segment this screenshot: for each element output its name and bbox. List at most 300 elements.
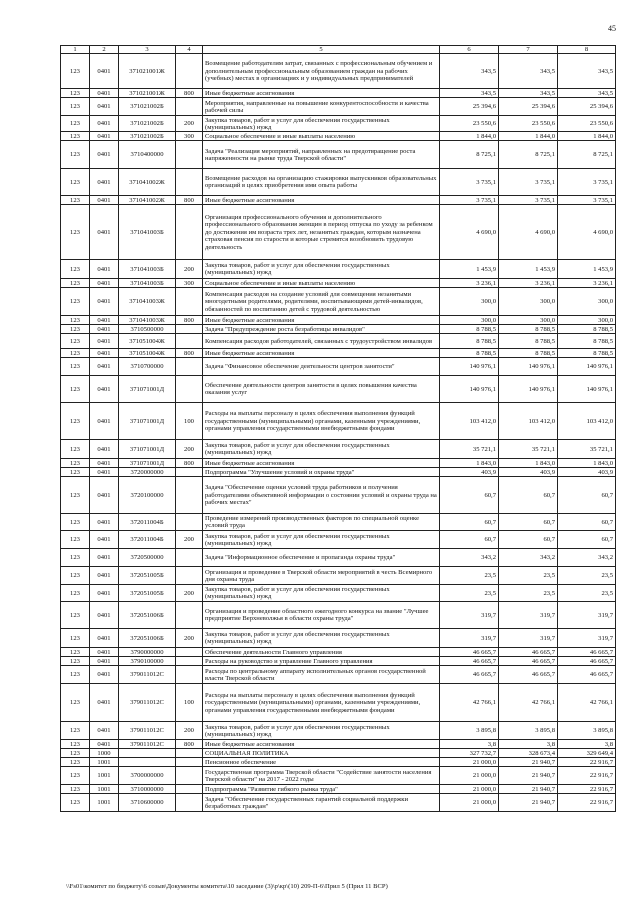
cell-v2: 60,7: [499, 531, 558, 549]
cell-c1: 123: [61, 89, 90, 98]
header-cell: 8: [558, 46, 616, 54]
cell-c3: 371021001Ж: [119, 89, 176, 98]
cell-desc: Закупка товаров, работ и услуг для обеспечения государственных (муниципальных) нужд: [203, 722, 440, 740]
cell-c4: 200: [176, 440, 203, 459]
cell-v3: 3,8: [558, 740, 616, 749]
cell-c3: 371051004Ж: [119, 334, 176, 349]
cell-c2: 0401: [90, 666, 119, 684]
cell-v1: 35 721,1: [440, 440, 499, 459]
cell-c1: 123: [61, 749, 90, 758]
cell-c1: 123: [61, 785, 90, 794]
cell-desc: Закупка товаров, работ и услуг для обеспечения государственных (муниципальных) нужд: [203, 260, 440, 279]
cell-c4: [176, 794, 203, 812]
cell-c4: [176, 288, 203, 316]
table-row: [61, 403, 616, 440]
cell-c1: 123: [61, 585, 90, 602]
cell-v2: 3 735,1: [499, 169, 558, 196]
cell-c3: 379011012С: [119, 666, 176, 684]
cell-c1: 123: [61, 459, 90, 468]
cell-v1: 8 725,1: [440, 141, 499, 169]
cell-desc: Обеспечение деятельности центров занятости в целях повышения качества оказания услуг: [203, 376, 440, 403]
table-row: [61, 89, 616, 98]
cell-c1: 123: [61, 403, 90, 440]
cell-desc: Иные бюджетные ассигнования: [203, 316, 440, 325]
cell-desc: Закупка товаров, работ и услуг для обеспечения государственных (муниципальных) нужд: [203, 629, 440, 648]
cell-c3: 3790000000: [119, 648, 176, 657]
cell-desc: Задача "Реализация мероприятий, направленных на предотвращение роста напряженности на рынке труда Тверской области": [203, 141, 440, 169]
table-row: [61, 740, 616, 749]
cell-c1: 123: [61, 629, 90, 648]
cell-c3: 371041002Ж: [119, 169, 176, 196]
cell-c4: [176, 98, 203, 116]
cell-c4: [176, 358, 203, 376]
cell-c3: 372011004Б: [119, 531, 176, 549]
cell-c3: 371041003Б: [119, 205, 176, 260]
cell-v3: 8 788,5: [558, 325, 616, 334]
cell-c1: 123: [61, 514, 90, 531]
cell-v1: 3 735,1: [440, 169, 499, 196]
cell-c4: 200: [176, 260, 203, 279]
cell-c1: 123: [61, 325, 90, 334]
cell-c1: 123: [61, 602, 90, 629]
cell-v3: 8 725,1: [558, 141, 616, 169]
cell-c1: 123: [61, 334, 90, 349]
cell-v2: 403,9: [499, 468, 558, 477]
cell-v1: 46 665,7: [440, 648, 499, 657]
cell-c4: [176, 477, 203, 514]
cell-v3: 3 895,8: [558, 722, 616, 740]
cell-v3: 23 550,6: [558, 116, 616, 132]
cell-v2: 21 940,7: [499, 767, 558, 785]
cell-c2: 0401: [90, 549, 119, 567]
cell-v1: 403,9: [440, 468, 499, 477]
cell-desc: Возмещение работодателям затрат, связанных с профессиональным обучением и дополнительным профессиональным образованием граждан на рабочих (учебных) местах в организациях и у индивидуальных предпринимателей: [203, 54, 440, 89]
cell-v2: 3,8: [499, 740, 558, 749]
cell-v3: 3 735,1: [558, 196, 616, 205]
cell-c2: 0401: [90, 334, 119, 349]
cell-desc: Иные бюджетные ассигнования: [203, 89, 440, 98]
cell-desc: Социальное обеспечение и иные выплаты населению: [203, 279, 440, 288]
cell-c4: 800: [176, 459, 203, 468]
cell-v2: 42 766,1: [499, 684, 558, 722]
cell-c1: 123: [61, 468, 90, 477]
cell-v3: 403,9: [558, 468, 616, 477]
cell-v2: 8 788,5: [499, 325, 558, 334]
cell-desc: Закупка товаров, работ и услуг для обеспечения государственных (муниципальных) нужд: [203, 116, 440, 132]
cell-c4: 100: [176, 684, 203, 722]
cell-v2: 1 844,0: [499, 132, 558, 141]
cell-c4: 800: [176, 316, 203, 325]
cell-c3: 371071001Д: [119, 403, 176, 440]
cell-c2: 0401: [90, 141, 119, 169]
cell-desc: Расходы на выплаты персоналу в целях обеспечения выполнения функций государственными (муниципальными) органами, казенными учреждениями, органами управления государственными внебюджетными фондами: [203, 684, 440, 722]
cell-c1: 123: [61, 54, 90, 89]
header-cell: 2: [90, 46, 119, 54]
cell-c4: 200: [176, 585, 203, 602]
cell-c3: 3720100000: [119, 477, 176, 514]
table-row: [61, 794, 616, 812]
cell-c1: 123: [61, 531, 90, 549]
cell-v3: 42 766,1: [558, 684, 616, 722]
cell-v1: 21 000,0: [440, 758, 499, 767]
cell-c2: 0401: [90, 459, 119, 468]
cell-c3: 371041002Ж: [119, 196, 176, 205]
table-row: [61, 358, 616, 376]
cell-c3: 372051005Б: [119, 585, 176, 602]
cell-v3: 140 976,1: [558, 376, 616, 403]
cell-v3: 35 721,1: [558, 440, 616, 459]
cell-c2: 0401: [90, 648, 119, 657]
cell-c4: 200: [176, 531, 203, 549]
table-row: [61, 585, 616, 602]
table-row: [61, 169, 616, 196]
cell-c2: 0401: [90, 279, 119, 288]
cell-c1: 123: [61, 657, 90, 666]
cell-v3: 319,7: [558, 602, 616, 629]
cell-v1: 3 735,1: [440, 196, 499, 205]
cell-desc: Задача "Обеспечение оценки условий труда работников и получения работодателями объективной информации о состоянии условий и охраны труда на рабочих местах": [203, 477, 440, 514]
cell-v3: 300,0: [558, 288, 616, 316]
cell-c4: [176, 334, 203, 349]
cell-c2: 0401: [90, 196, 119, 205]
table-row: [61, 349, 616, 358]
cell-c4: [176, 54, 203, 89]
table-row: [61, 477, 616, 514]
cell-v3: 343,2: [558, 549, 616, 567]
table-row: [61, 288, 616, 316]
cell-c4: 200: [176, 116, 203, 132]
cell-c3: 372051006Б: [119, 629, 176, 648]
cell-v2: 1 453,9: [499, 260, 558, 279]
cell-c2: 0401: [90, 585, 119, 602]
cell-c2: 0401: [90, 349, 119, 358]
cell-desc: Обеспечение деятельности Главного управления: [203, 648, 440, 657]
cell-v2: 103 412,0: [499, 403, 558, 440]
cell-v1: 300,0: [440, 316, 499, 325]
cell-v3: 140 976,1: [558, 358, 616, 376]
table-row: [61, 459, 616, 468]
cell-c1: 123: [61, 349, 90, 358]
cell-c3: 371071001Д: [119, 459, 176, 468]
cell-c4: [176, 141, 203, 169]
cell-c3: 372051006Б: [119, 602, 176, 629]
cell-c4: [176, 749, 203, 758]
cell-v3: 103 412,0: [558, 403, 616, 440]
cell-v1: 319,7: [440, 602, 499, 629]
cell-desc: Организация и проведение областного ежегодного конкурса на звание "Лучшее предприятие Верхневолжья в области охраны труда": [203, 602, 440, 629]
cell-c2: 0401: [90, 440, 119, 459]
cell-c4: 800: [176, 89, 203, 98]
cell-v2: 35 721,1: [499, 440, 558, 459]
cell-v3: 1 843,0: [558, 459, 616, 468]
cell-v2: 4 690,0: [499, 205, 558, 260]
cell-desc: Закупка товаров, работ и услуг для обеспечения государственных (муниципальных) нужд: [203, 531, 440, 549]
cell-c3: 371051004Ж: [119, 349, 176, 358]
cell-v3: 8 788,5: [558, 349, 616, 358]
cell-v3: 319,7: [558, 629, 616, 648]
cell-desc: Подпрограмма "Развитие гибкого рынка труда": [203, 785, 440, 794]
cell-desc: Расходы на выплаты персоналу в целях обеспечения выполнения функций государственными (муниципальными) органами, казенными учреждениями, органами управления государственными внебюджетными фондами: [203, 403, 440, 440]
table-row: [61, 514, 616, 531]
cell-c1: 123: [61, 316, 90, 325]
cell-c4: [176, 468, 203, 477]
cell-c1: 123: [61, 684, 90, 722]
cell-c4: [176, 767, 203, 785]
table-row: [61, 758, 616, 767]
cell-desc: Проведение измерений производственных факторов по специальной оценке условий труда: [203, 514, 440, 531]
cell-c3: [119, 758, 176, 767]
cell-c2: 1001: [90, 794, 119, 812]
cell-v1: 46 665,7: [440, 657, 499, 666]
table-row: [61, 325, 616, 334]
cell-desc: Задача "Обеспечение государственных гарантий социальной поддержки безработных граждан": [203, 794, 440, 812]
cell-c2: 0401: [90, 316, 119, 325]
cell-c2: 0401: [90, 722, 119, 740]
cell-v3: 23,5: [558, 585, 616, 602]
cell-c2: 0401: [90, 205, 119, 260]
cell-c1: 123: [61, 132, 90, 141]
cell-c4: [176, 169, 203, 196]
table-row: [61, 196, 616, 205]
cell-c1: 123: [61, 279, 90, 288]
cell-v1: 1 844,0: [440, 132, 499, 141]
cell-c3: 3700000000: [119, 767, 176, 785]
table-row: [61, 602, 616, 629]
cell-v1: 343,5: [440, 54, 499, 89]
cell-c1: 123: [61, 666, 90, 684]
cell-c1: 123: [61, 169, 90, 196]
cell-v3: 46 665,7: [558, 648, 616, 657]
file-path-footer: \\Fs01\комитет по бюджету\6 созыв\Документы комитета\10 заседание (3)\р\кр\(10) 209-П-6\Прил 5 (Прил 11 ВСР): [66, 883, 388, 890]
cell-v1: 60,7: [440, 477, 499, 514]
cell-c3: 379011012С: [119, 722, 176, 740]
table-row: [61, 316, 616, 325]
table-row: [61, 629, 616, 648]
page-number: 45: [608, 24, 616, 33]
cell-v3: 60,7: [558, 514, 616, 531]
cell-v3: 22 916,7: [558, 794, 616, 812]
cell-v2: 319,7: [499, 602, 558, 629]
cell-c1: 123: [61, 116, 90, 132]
cell-v2: 343,2: [499, 549, 558, 567]
cell-v2: 25 394,6: [499, 98, 558, 116]
cell-c4: [176, 567, 203, 585]
cell-v1: 21 000,0: [440, 794, 499, 812]
cell-v1: 42 766,1: [440, 684, 499, 722]
cell-v2: 23 550,6: [499, 116, 558, 132]
cell-c2: 0401: [90, 468, 119, 477]
cell-v1: 60,7: [440, 514, 499, 531]
cell-c3: 379011012С: [119, 684, 176, 722]
table-row: [61, 722, 616, 740]
cell-v2: 343,5: [499, 54, 558, 89]
cell-desc: Расходы на руководство и управление Главного управления: [203, 657, 440, 666]
cell-c4: [176, 205, 203, 260]
cell-v1: 3 895,8: [440, 722, 499, 740]
cell-c3: 3710400000: [119, 141, 176, 169]
cell-v2: 23,5: [499, 567, 558, 585]
cell-c1: 123: [61, 98, 90, 116]
cell-v2: 46 665,7: [499, 657, 558, 666]
cell-desc: Государственная программа Тверской области "Содействие занятости населения Тверской области" на 2017 - 2022 годы: [203, 767, 440, 785]
table-row: [61, 648, 616, 657]
cell-v2: 1 843,0: [499, 459, 558, 468]
cell-c2: 1001: [90, 758, 119, 767]
table-row: [61, 141, 616, 169]
cell-desc: Подпрограмма "Улучшение условий и охраны труда": [203, 468, 440, 477]
cell-v1: 46 665,7: [440, 666, 499, 684]
cell-desc: Организация профессионального обучения и дополнительного профессионального образования женщин в период отпуска по уходу за ребенком до достижения им возраста трех лет, незанятых граждан, которым назначена страховая пенсия по старости и которые стремятся возобновить трудовую деятельность: [203, 205, 440, 260]
cell-c2: 0401: [90, 98, 119, 116]
cell-v1: 300,0: [440, 288, 499, 316]
cell-c2: 0401: [90, 260, 119, 279]
cell-v1: 4 690,0: [440, 205, 499, 260]
cell-v1: 140 976,1: [440, 376, 499, 403]
cell-c3: 371041003Ж: [119, 288, 176, 316]
cell-desc: Пенсионное обеспечение: [203, 758, 440, 767]
cell-v2: 46 665,7: [499, 648, 558, 657]
table-row: [61, 376, 616, 403]
cell-desc: Социальное обеспечение и иные выплаты населению: [203, 132, 440, 141]
cell-v1: 8 788,5: [440, 334, 499, 349]
cell-v2: 140 976,1: [499, 358, 558, 376]
cell-c2: 1001: [90, 767, 119, 785]
cell-c1: 123: [61, 260, 90, 279]
cell-v1: 327 732,7: [440, 749, 499, 758]
cell-c4: [176, 325, 203, 334]
cell-c2: 0401: [90, 169, 119, 196]
cell-c3: 372051005Б: [119, 567, 176, 585]
cell-c3: 3710600000: [119, 794, 176, 812]
header-cell: 6: [440, 46, 499, 54]
cell-c2: 0401: [90, 684, 119, 722]
cell-c3: 371021001Ж: [119, 54, 176, 89]
cell-v3: 329 649,4: [558, 749, 616, 758]
cell-v1: 3 236,1: [440, 279, 499, 288]
cell-v2: 3 895,8: [499, 722, 558, 740]
header-cell: 3: [119, 46, 176, 54]
header-row: [61, 46, 616, 54]
cell-v3: 46 665,7: [558, 657, 616, 666]
cell-v2: 21 940,7: [499, 794, 558, 812]
cell-c2: 0401: [90, 116, 119, 132]
cell-v3: 60,7: [558, 531, 616, 549]
cell-c3: 371041003Б: [119, 279, 176, 288]
table-row: [61, 54, 616, 89]
cell-v2: 21 940,7: [499, 785, 558, 794]
cell-v1: 21 000,0: [440, 767, 499, 785]
table-row: [61, 279, 616, 288]
cell-desc: Иные бюджетные ассигнования: [203, 459, 440, 468]
cell-c1: 123: [61, 758, 90, 767]
cell-v2: 300,0: [499, 288, 558, 316]
cell-c3: 379011012С: [119, 740, 176, 749]
cell-c1: 123: [61, 648, 90, 657]
cell-v1: 343,2: [440, 549, 499, 567]
cell-v2: 8 788,5: [499, 334, 558, 349]
cell-c3: 371071001Д: [119, 376, 176, 403]
cell-c4: [176, 549, 203, 567]
table-row: [61, 749, 616, 758]
cell-c1: 123: [61, 196, 90, 205]
cell-desc: Задача "Финансовое обеспечение деятельности центров занятости": [203, 358, 440, 376]
cell-v1: 3,8: [440, 740, 499, 749]
table-row: [61, 205, 616, 260]
table-row: [61, 132, 616, 141]
table-row: [61, 684, 616, 722]
cell-c3: 371041003Ж: [119, 316, 176, 325]
cell-desc: Компенсация расходов работодателей, связанных с трудоустройством инвалидов: [203, 334, 440, 349]
cell-v1: 25 394,6: [440, 98, 499, 116]
cell-c1: 123: [61, 376, 90, 403]
cell-c4: 200: [176, 629, 203, 648]
cell-c4: [176, 376, 203, 403]
cell-c3: [119, 749, 176, 758]
cell-c2: 0401: [90, 54, 119, 89]
cell-c4: [176, 758, 203, 767]
cell-c3: 371071001Д: [119, 440, 176, 459]
cell-desc: Иные бюджетные ассигнования: [203, 349, 440, 358]
cell-c3: 372011004Б: [119, 514, 176, 531]
cell-c3: 3710500000: [119, 325, 176, 334]
header-cell: 1: [61, 46, 90, 54]
cell-c4: [176, 785, 203, 794]
cell-v1: 103 412,0: [440, 403, 499, 440]
cell-v1: 60,7: [440, 531, 499, 549]
table-row: [61, 657, 616, 666]
cell-c4: 800: [176, 740, 203, 749]
cell-c2: 0401: [90, 740, 119, 749]
table-row: [61, 468, 616, 477]
cell-v2: 3 735,1: [499, 196, 558, 205]
cell-c4: 300: [176, 132, 203, 141]
cell-v1: 23 550,6: [440, 116, 499, 132]
cell-c1: 123: [61, 722, 90, 740]
cell-v2: 328 673,4: [499, 749, 558, 758]
header-cell: 5: [203, 46, 440, 54]
cell-c2: 0401: [90, 358, 119, 376]
table-row: [61, 531, 616, 549]
cell-v2: 8 788,5: [499, 349, 558, 358]
cell-v2: 319,7: [499, 629, 558, 648]
cell-c2: 0401: [90, 89, 119, 98]
cell-c3: 371041003Б: [119, 260, 176, 279]
cell-v1: 23,5: [440, 567, 499, 585]
cell-v2: 23,5: [499, 585, 558, 602]
table-row: [61, 440, 616, 459]
cell-v3: 3 236,1: [558, 279, 616, 288]
cell-v3: 4 690,0: [558, 205, 616, 260]
cell-c2: 0401: [90, 629, 119, 648]
cell-desc: Иные бюджетные ассигнования: [203, 196, 440, 205]
cell-c1: 123: [61, 767, 90, 785]
cell-v3: 46 665,7: [558, 666, 616, 684]
cell-c2: 0401: [90, 477, 119, 514]
table-row: [61, 260, 616, 279]
cell-c4: 300: [176, 279, 203, 288]
cell-v2: 140 976,1: [499, 376, 558, 403]
cell-c4: [176, 657, 203, 666]
cell-c2: 0401: [90, 325, 119, 334]
cell-v3: 25 394,6: [558, 98, 616, 116]
cell-v1: 23,5: [440, 585, 499, 602]
cell-v3: 22 916,7: [558, 767, 616, 785]
cell-c3: 3710700000: [119, 358, 176, 376]
cell-v1: 140 976,1: [440, 358, 499, 376]
table-row: [61, 785, 616, 794]
cell-v1: 343,5: [440, 89, 499, 98]
cell-v2: 343,5: [499, 89, 558, 98]
